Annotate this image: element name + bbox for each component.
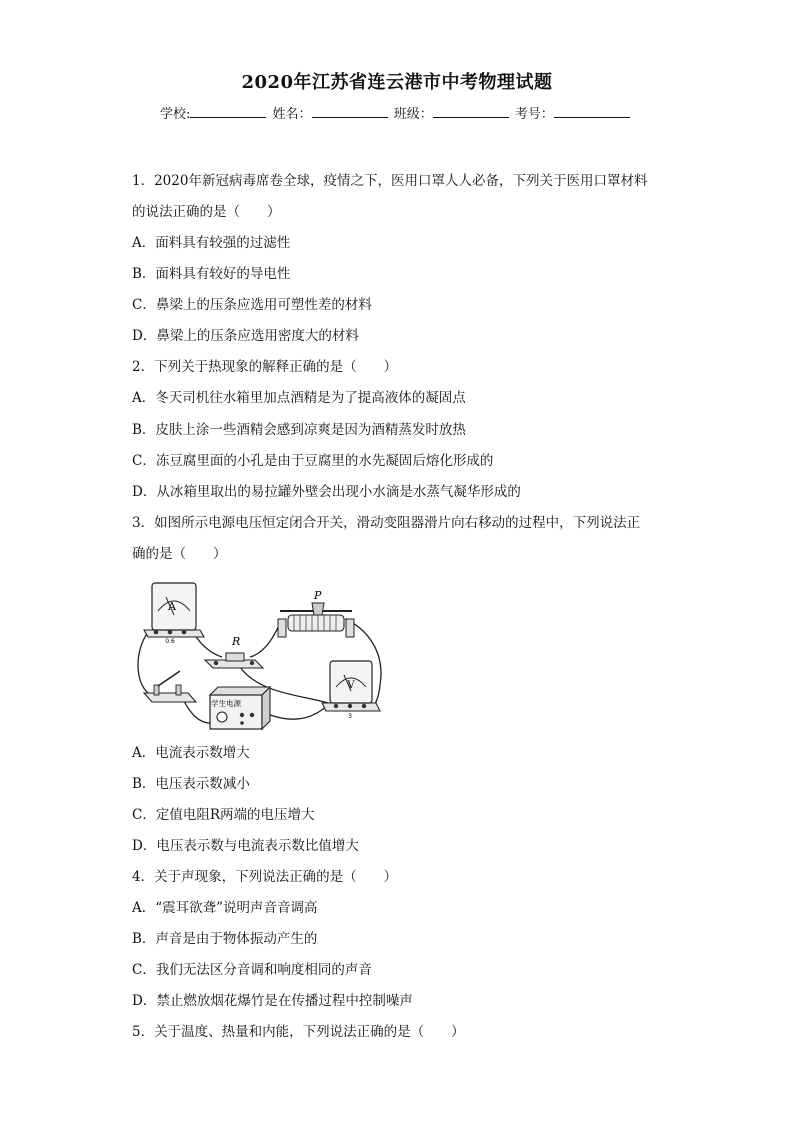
question-3-option-a: A．电流表示数增大 bbox=[132, 745, 250, 761]
power-supply-label: 学生电源 bbox=[211, 699, 241, 708]
question-4-option-d: D．禁止燃放烟花爆竹是在传播过程中控制噪声 bbox=[132, 993, 413, 1009]
question-1-option-b: B．面料具有较好的导电性 bbox=[132, 266, 291, 282]
question-4-stem: 4．关于声现象，下列说法正确的是（ ） bbox=[132, 869, 398, 885]
school-label: 学校: bbox=[160, 107, 191, 122]
question-3-option-b: B．电压表示数减小 bbox=[132, 776, 250, 792]
class-blank[interactable] bbox=[433, 105, 509, 118]
voltmeter-scale-label: 3 bbox=[348, 713, 352, 720]
question-2-option-d: D．从冰箱里取出的易拉罐外壁会出现小水滴是水蒸气凝华形成的 bbox=[132, 484, 521, 500]
circuit-diagram bbox=[130, 575, 390, 735]
question-2-stem: 2．下列关于热现象的解释正确的是（ ） bbox=[132, 359, 398, 375]
question-1-option-d: D．鼻梁上的压条应选用密度大的材料 bbox=[132, 328, 359, 344]
name-label: 姓名： bbox=[272, 107, 312, 122]
question-3-stem-line-2: 确的是（ ） bbox=[132, 546, 227, 562]
student-info-line bbox=[160, 103, 640, 122]
name-blank[interactable] bbox=[312, 105, 388, 118]
question-3-option-d: D．电压表示数与电流表示数比值增大 bbox=[132, 838, 359, 854]
slider-label: P bbox=[314, 589, 322, 602]
question-1-stem-line-2: 的说法正确的是（ ） bbox=[132, 204, 281, 220]
question-1-stem-line-1: 1．2020年新冠病毒席卷全球，疫情之下，医用口罩人人必备，下列关于医用口罩材料 bbox=[132, 173, 648, 189]
question-3-option-c: C．定值电阻R两端的电压增大 bbox=[132, 807, 315, 823]
wire-resistor-rheostat bbox=[250, 623, 280, 657]
school-blank[interactable] bbox=[190, 105, 266, 118]
question-2-option-c: C．冻豆腐里面的小孔是由于豆腐里的水先凝固后熔化形成的 bbox=[132, 453, 494, 469]
exam-number-label: 考号： bbox=[514, 107, 554, 122]
resistor-label: R bbox=[232, 635, 241, 648]
question-4-option-a: A．“震耳欲聋”说明声音音调高 bbox=[132, 900, 318, 916]
exam-number-blank[interactable] bbox=[554, 105, 630, 118]
question-2-option-a: A．冬天司机往水箱里加点酒精是为了提高液体的凝固点 bbox=[132, 390, 466, 406]
power-supply-icon bbox=[210, 687, 270, 729]
page-title: 2020年江苏省连云港市中考物理试题 bbox=[241, 72, 553, 93]
question-4-option-b: B．声音是由于物体振动产生的 bbox=[132, 931, 318, 947]
ammeter-scale-label: 0.6 bbox=[165, 638, 175, 645]
switch-icon bbox=[144, 671, 196, 702]
question-4-option-c: C．我们无法区分音调和响度相同的声音 bbox=[132, 962, 372, 978]
question-1-option-a: A．面料具有较强的过滤性 bbox=[132, 235, 291, 251]
question-5-stem: 5．关于温度、热量和内能，下列说法正确的是（ ） bbox=[132, 1024, 465, 1040]
class-label: 班级： bbox=[393, 107, 433, 122]
wire-supply-voltmeter bbox=[270, 707, 326, 719]
voltmeter-label: V bbox=[347, 680, 355, 691]
ammeter-label: A bbox=[168, 600, 176, 613]
question-2-option-b: B．皮肤上涂一些酒精会感到凉爽是因为酒精蒸发时放热 bbox=[132, 422, 466, 438]
rheostat-icon bbox=[278, 603, 354, 637]
question-3-stem-line-1: 3．如图所示电源电压恒定闭合开关，滑动变阻器滑片向右移动的过程中，下列说法正 bbox=[132, 515, 641, 531]
question-1-option-c: C．鼻梁上的压条应选用可塑性差的材料 bbox=[132, 297, 372, 313]
